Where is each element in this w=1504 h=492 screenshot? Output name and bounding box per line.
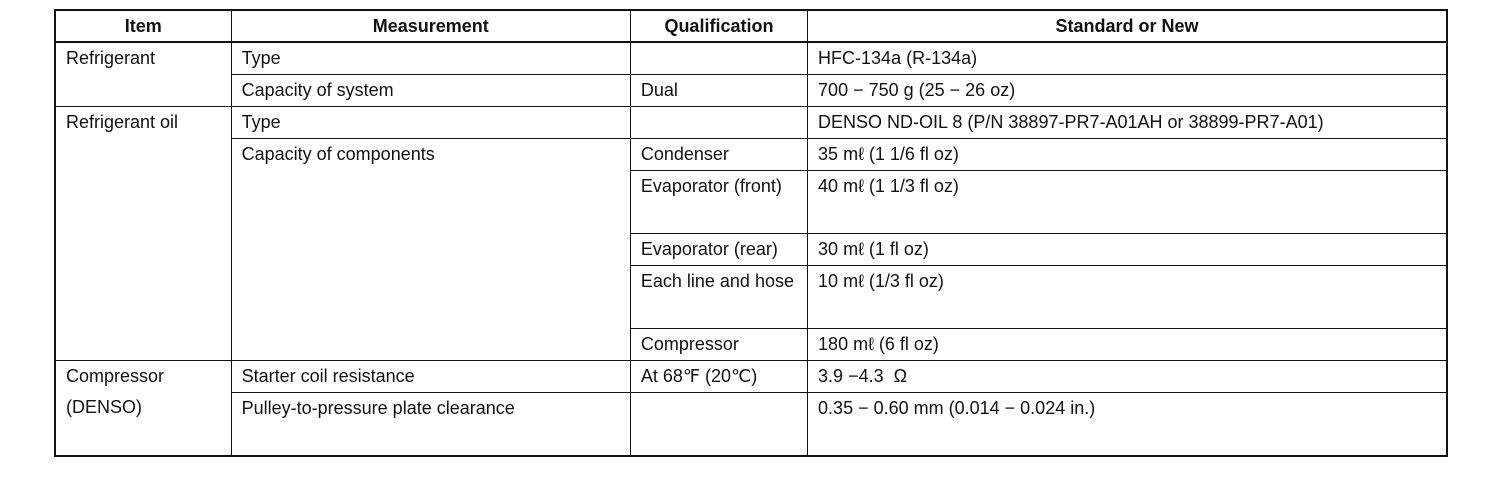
item-refrigerant: Refrigerant: [55, 42, 231, 107]
qualification-cell: Dual: [630, 75, 807, 107]
value-cell: HFC-134a (R-134a): [808, 42, 1447, 75]
measurement-cell: Pulley-to-pressure plate clearance: [231, 393, 630, 457]
qualification-cell: [630, 107, 807, 139]
table-row: [55, 42, 1447, 75]
measurement-cell: Type: [231, 42, 630, 75]
table-row: [55, 361, 1447, 393]
table-row: [55, 107, 1447, 139]
table-row: [55, 139, 1447, 171]
table-row: [55, 393, 1447, 457]
measurement-cell: Type: [231, 107, 630, 139]
component-value: 30 mℓ (1 fl oz): [808, 234, 1447, 266]
measurement-cell: Capacity of system: [231, 75, 630, 107]
measurement-cell: Capacity of components: [231, 139, 630, 361]
qualification-cell: [630, 393, 807, 457]
component-value: 40 mℓ (1 1/3 fl oz): [808, 171, 1447, 234]
component-name: Compressor: [630, 329, 807, 361]
table-row: [55, 75, 1447, 107]
header-qualification: Qualification: [630, 10, 807, 42]
component-name: Evaporator (front): [630, 171, 807, 234]
component-value: 180 mℓ (6 fl oz): [808, 329, 1447, 361]
component-value: 10 mℓ (1/3 fl oz): [808, 266, 1447, 329]
header-row: [55, 10, 1447, 42]
value-cell: 0.35 − 0.60 mm (0.014 − 0.024 in.): [808, 393, 1447, 457]
value-cell: 700 − 750 g (25 − 26 oz): [808, 75, 1447, 107]
component-name: Each line and hose: [630, 266, 807, 329]
header-item: Item: [55, 10, 231, 42]
item-compressor: Compressor (DENSO): [55, 361, 231, 457]
qualification-cell: [630, 42, 807, 75]
component-value: 35 mℓ (1 1/6 fl oz): [808, 139, 1447, 171]
item-refrigerant-oil: Refrigerant oil: [55, 107, 231, 361]
value-cell: DENSO ND-OIL 8 (P/N 38897-PR7-A01AH or 38899-PR7-A01): [808, 107, 1447, 139]
specifications-table: [54, 9, 1448, 457]
value-cell: 3.9 −4.3 Ω: [808, 361, 1447, 393]
qualification-cell: At 68℉ (20℃): [630, 361, 807, 393]
component-name: Condenser: [630, 139, 807, 171]
header-standard: Standard or New: [808, 10, 1447, 42]
measurement-cell: Starter coil resistance: [231, 361, 630, 393]
component-name: Evaporator (rear): [630, 234, 807, 266]
header-measurement: Measurement: [231, 10, 630, 42]
